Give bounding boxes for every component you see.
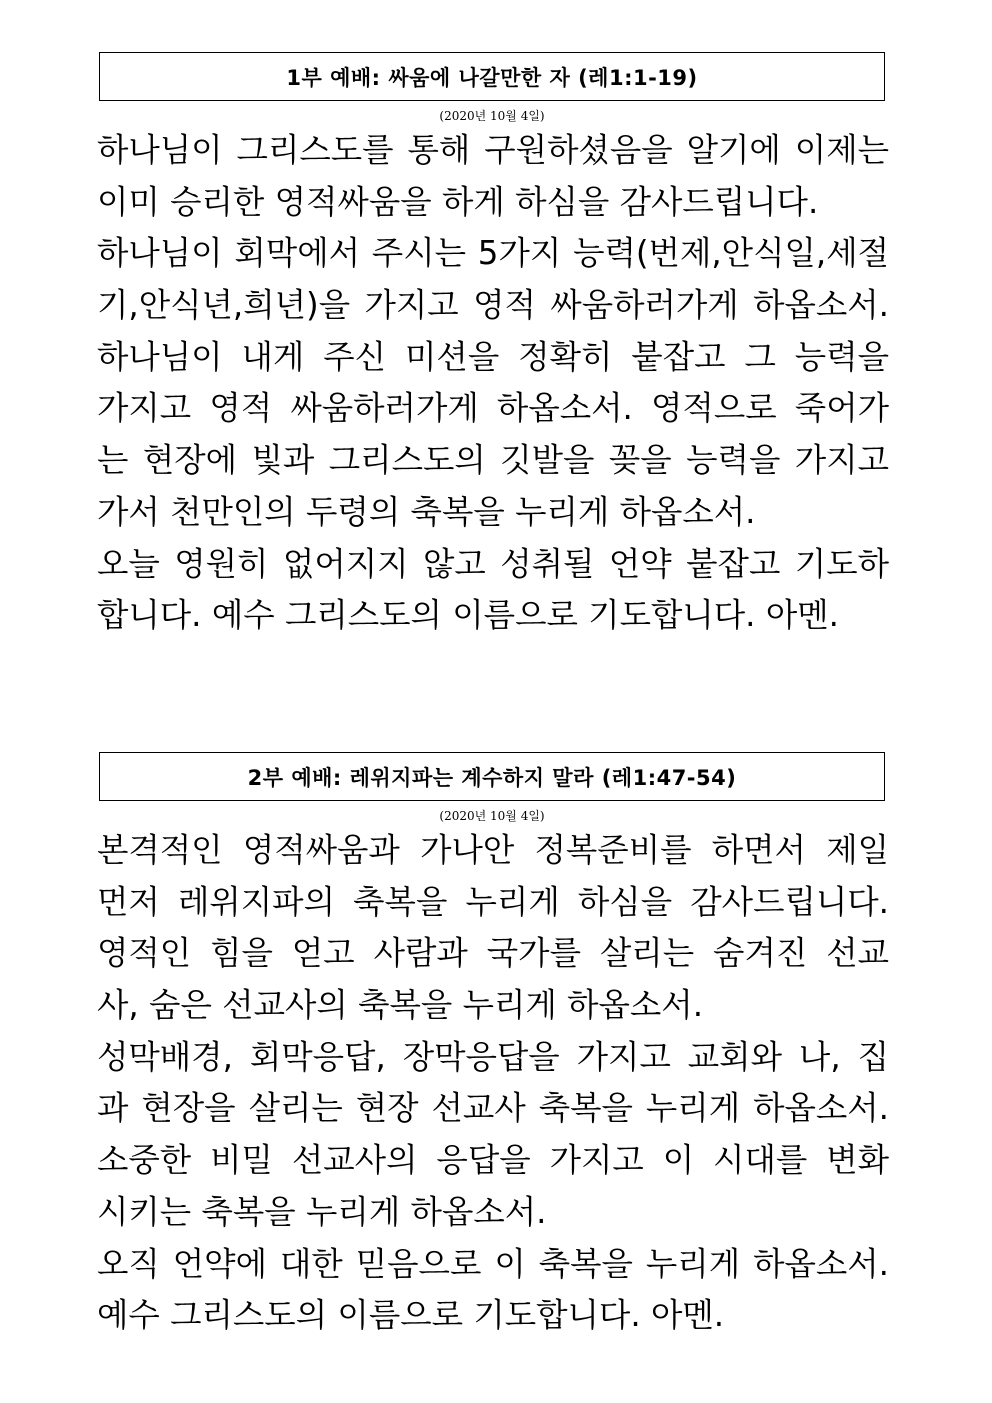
prayer-line: 성막배경, 회막응답, 장막응답을 가지고 교회와 나, 집 — [97, 1037, 889, 1076]
prayer-line: 가지고 영적 싸움하러가게 하옵소서. 영적으로 죽어가 — [97, 389, 889, 428]
prayer-line: 오늘 영원히 없어지지 않고 성취될 언약 붙잡고 기도하 — [97, 544, 889, 583]
prayer-line: 오직 언약에 대한 믿음으로 이 축복을 누리게 하옵소서. — [97, 1244, 889, 1283]
prayer-line: 과 현장을 살리는 현장 선교사 축복을 누리게 하옵소서. — [97, 1089, 889, 1128]
section-date: (2020년 10월 4일) — [439, 109, 545, 123]
section-title: 1부 예배: 싸움에 나갈만한 자 (레1:1-19) — [99, 52, 885, 101]
prayer-line: 가서 천만인의 두령의 축복을 누리게 하옵소서. — [97, 492, 756, 531]
prayer-line: 하나님이 회막에서 주시는 5가지 능력(번제,안식일,세절 — [97, 234, 889, 273]
prayer-line: 먼저 레위지파의 축복을 누리게 하심을 감사드립니다. — [97, 882, 889, 921]
prayer-text — [97, 125, 889, 642]
prayer-line: 사, 숨은 선교사의 축복을 누리게 하옵소서. — [97, 986, 704, 1025]
prayer-line: 하나님이 내게 주신 미션을 정확히 붙잡고 그 능력을 — [97, 337, 889, 376]
prayer-line: 소중한 비밀 선교사의 응답을 가지고 이 시대를 변화 — [97, 1141, 889, 1180]
prayer-line: 기,안식년,희년)을 가지고 영적 싸움하러가게 하옵소서. — [97, 286, 889, 325]
prayer-line: 는 현장에 빛과 그리스도의 깃발을 꽂을 능력을 가지고 — [97, 441, 889, 480]
prayer-line: 예수 그리스도의 이름으로 기도합니다. 아멘. — [97, 1296, 725, 1335]
section-title: 2부 예배: 레위지파는 계수하지 말라 (레1:47-54) — [99, 752, 885, 801]
prayer-text — [97, 825, 889, 1342]
prayer-line: 본격적인 영적싸움과 가나안 정복준비를 하면서 제일 — [97, 831, 889, 869]
prayer-line: 시키는 축복을 누리게 하옵소서. — [97, 1192, 547, 1231]
section-date: (2020년 10월 4일) — [439, 809, 545, 823]
prayer-line: 합니다. 예수 그리스도의 이름으로 기도합니다. 아멘. — [97, 596, 839, 635]
prayer-line: 이미 승리한 영적싸움을 하게 하심을 감사드립니다. — [97, 182, 819, 221]
prayer-line: 하나님이 그리스도를 통해 구원하셨음을 알기에 이제는 — [97, 131, 889, 169]
prayer-line: 영적인 힘을 얻고 사람과 국가를 살리는 숨겨진 선교 — [97, 934, 889, 973]
